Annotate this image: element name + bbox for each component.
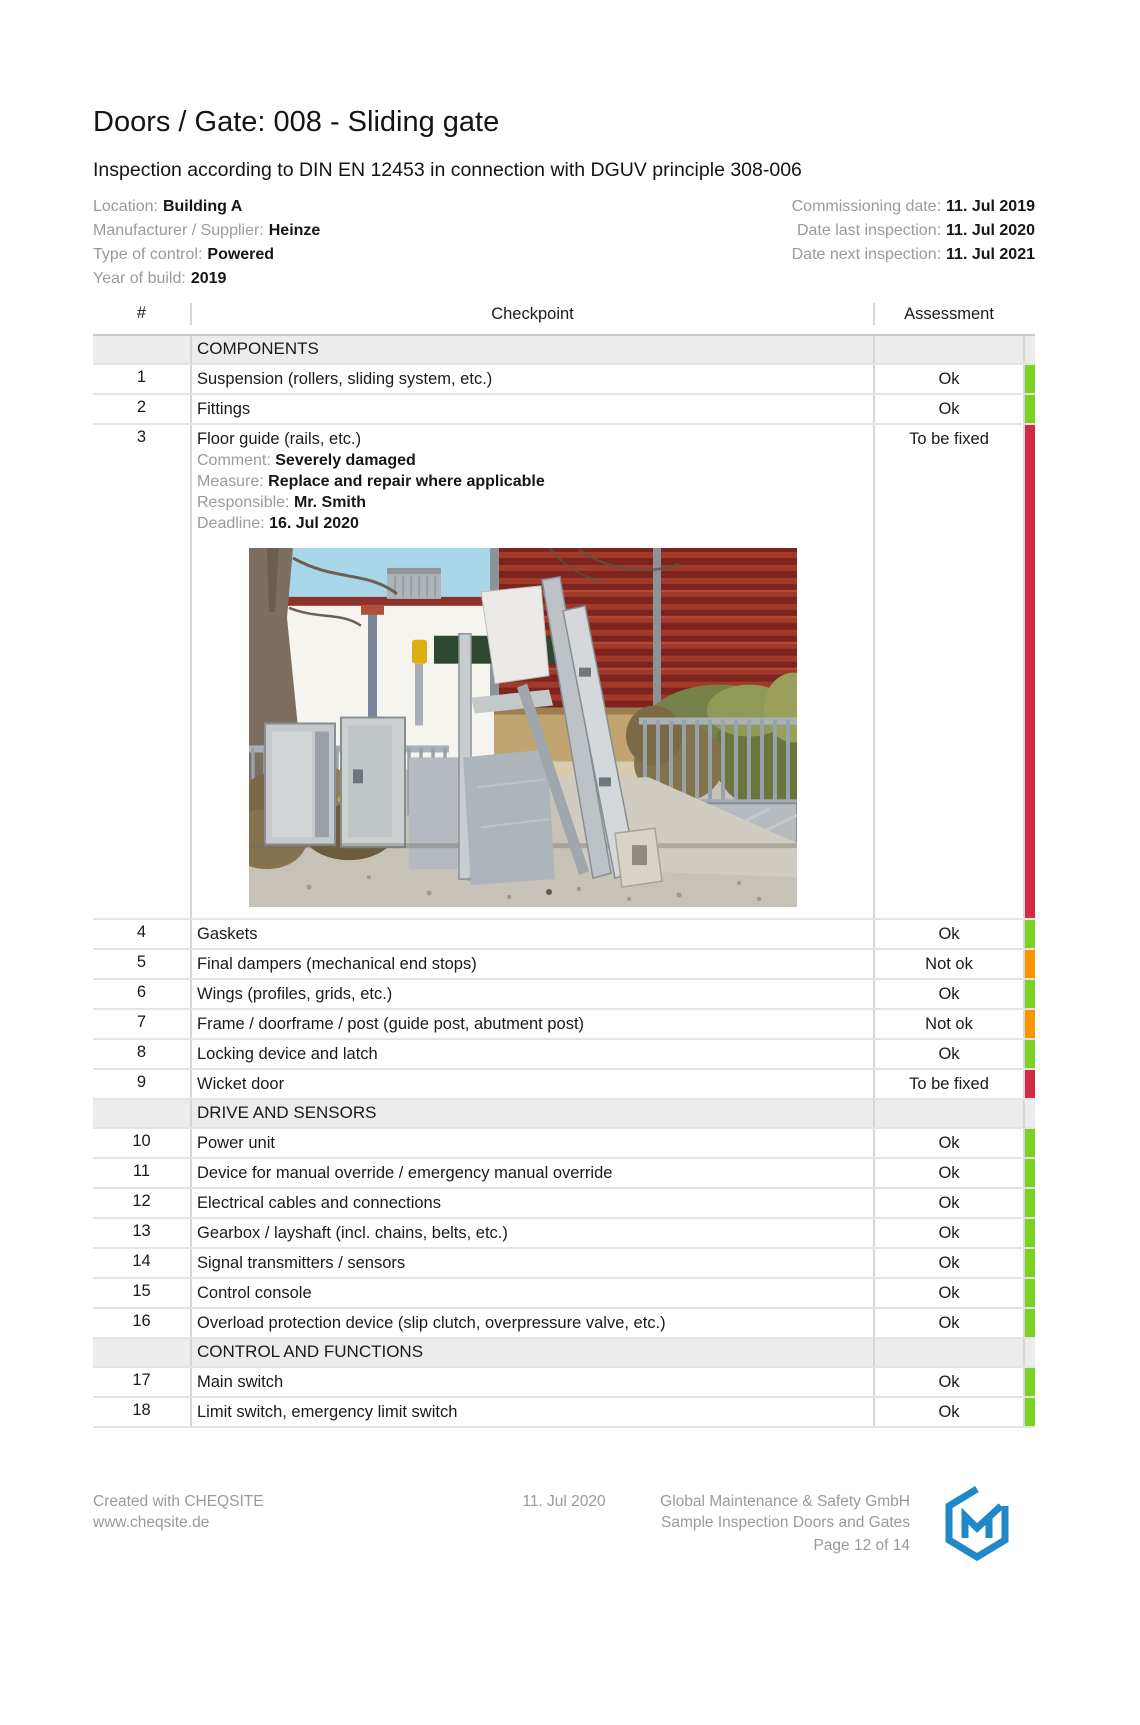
table-row (93, 395, 1035, 425)
meta-date-last-inspection (792, 219, 1035, 243)
checkpoint-cell (190, 1129, 873, 1157)
meta-location (93, 195, 320, 219)
meta-label: Date last inspection: (796, 221, 942, 239)
table-body (93, 336, 1035, 1428)
row-number: 15 (132, 1281, 151, 1300)
table-row (93, 1040, 1035, 1070)
checkpoint-name: Power unit (197, 1133, 275, 1152)
meta-year-of-build (93, 267, 320, 291)
table-row (93, 1070, 1035, 1100)
table-row (93, 1129, 1035, 1159)
table-row (93, 1309, 1035, 1339)
detail-line (197, 513, 865, 534)
row-number: 6 (136, 982, 147, 1001)
detail-label: Comment: (197, 451, 271, 469)
meta-value: Building A (162, 197, 243, 215)
detail-line (197, 471, 865, 492)
row-number: 9 (136, 1072, 147, 1091)
status-strip (1023, 1398, 1035, 1426)
checkpoint-name: Gaskets (197, 924, 258, 943)
status-strip (1023, 425, 1035, 918)
footer-url: www.cheqsite.de (93, 1513, 210, 1531)
detail-label: Responsible: (197, 493, 290, 511)
row-number: 17 (132, 1370, 151, 1389)
checkpoint-name: Gearbox / layshaft (incl. chains, belts, etc.) (197, 1223, 508, 1242)
detail-value: Mr. Smith (293, 493, 366, 511)
checkpoint-cell (190, 1368, 873, 1396)
section-number-cell (93, 1339, 190, 1366)
meta-value: 11. Jul 2019 (946, 197, 1035, 215)
meta-value: 11. Jul 2020 (946, 221, 1035, 239)
column-header-checkpoint: Checkpoint (190, 303, 873, 325)
section-number-cell (93, 336, 190, 363)
row-number: 18 (132, 1400, 151, 1419)
checkpoint-name: Main switch (197, 1372, 284, 1391)
table-row (93, 1010, 1035, 1040)
assessment-value: Ok (873, 1159, 1023, 1187)
checkpoint-cell (190, 1249, 873, 1277)
detail-label: Deadline: (197, 514, 265, 532)
row-number: 12 (132, 1191, 151, 1210)
assessment-value: Ok (873, 980, 1023, 1008)
status-strip (1023, 1010, 1035, 1038)
section-row (93, 336, 1035, 365)
checkpoint-cell (190, 1309, 873, 1337)
table-header (93, 294, 1035, 336)
footer (93, 1484, 1035, 1584)
checkpoint-name: Signal transmitters / sensors (197, 1253, 406, 1272)
meta-block (93, 195, 1035, 291)
status-strip (1023, 1309, 1035, 1337)
section-number-cell (93, 1100, 190, 1127)
status-strip (1023, 336, 1035, 363)
assessment-value: To be fixed (873, 425, 1023, 918)
checkpoint-cell (190, 395, 873, 423)
section-row (93, 1339, 1035, 1368)
checkpoint-cell (190, 365, 873, 393)
detail-value: Replace and repair where applicable (268, 472, 545, 490)
table-row (93, 1398, 1035, 1428)
row-number: 13 (132, 1221, 151, 1240)
cheqsite-logo (943, 1485, 1011, 1561)
status-strip (1023, 1100, 1035, 1127)
assessment-value: Ok (873, 395, 1023, 423)
row-number: 7 (136, 1012, 147, 1031)
checkpoint-cell (190, 1040, 873, 1068)
footer-company: Global Maintenance & Safety GmbH (660, 1492, 910, 1510)
meta-value: Heinze (268, 221, 321, 239)
status-strip (1023, 1189, 1035, 1217)
checkpoint-photo-wrap (249, 548, 797, 907)
status-strip (1023, 1279, 1035, 1307)
checkpoint-cell (190, 1279, 873, 1307)
checkpoint-name: Device for manual override / emergency manual override (197, 1163, 613, 1182)
checkpoint-cell (190, 920, 873, 948)
footer-company-block (660, 1491, 910, 1533)
table-row (93, 980, 1035, 1010)
row-number: 1 (136, 367, 147, 386)
status-strip (1023, 920, 1035, 948)
detail-line (197, 450, 865, 471)
column-header-assessment: Assessment (873, 303, 1023, 325)
table-row (93, 365, 1035, 395)
meta-commissioning-date (792, 195, 1035, 219)
meta-label: Commissioning date: (791, 197, 942, 215)
status-strip (1023, 1368, 1035, 1396)
table-row (93, 1249, 1035, 1279)
inspection-table (93, 294, 1035, 1428)
status-strip (1023, 950, 1035, 978)
row-number: 10 (132, 1131, 151, 1150)
checkpoint-name: Wings (profiles, grids, etc.) (197, 984, 393, 1003)
table-row (93, 950, 1035, 980)
row-number: 11 (132, 1161, 151, 1180)
checkpoint-cell (190, 950, 873, 978)
assessment-value: Ok (873, 1219, 1023, 1247)
row-number: 8 (136, 1042, 147, 1061)
assessment-value: Ok (873, 1129, 1023, 1157)
assessment-value: Not ok (873, 1010, 1023, 1038)
row-number: 16 (132, 1311, 151, 1330)
meta-label: Year of build: (93, 269, 186, 287)
status-strip (1023, 1249, 1035, 1277)
meta-left (93, 195, 320, 291)
checkpoint-cell (190, 1219, 873, 1247)
section-label: COMPONENTS (190, 336, 873, 363)
detail-value: 16. Jul 2020 (269, 514, 359, 532)
meta-value: 2019 (190, 269, 227, 287)
assessment-value: Ok (873, 1309, 1023, 1337)
table-row (93, 1219, 1035, 1249)
assessment-value: Ok (873, 1040, 1023, 1068)
detail-label: Measure: (197, 472, 264, 490)
checkpoint-name: Overload protection device (slip clutch, overpressure valve, etc.) (197, 1313, 666, 1332)
meta-manufacturer (93, 219, 320, 243)
page-subtitle: Inspection according to DIN EN 12453 in connection with DGUV principle 308-006 (93, 158, 802, 181)
checkpoint-cell (190, 1398, 873, 1426)
section-label: CONTROL AND FUNCTIONS (190, 1339, 873, 1366)
report-page (0, 107, 1140, 1584)
checkpoint-cell (190, 1189, 873, 1217)
table-row (93, 425, 1035, 920)
assessment-value: Not ok (873, 950, 1023, 978)
checkpoint-cell (190, 1010, 873, 1038)
page-title: Doors / Gate: 008 - Sliding gate (93, 106, 500, 138)
assessment-value: Ok (873, 1249, 1023, 1277)
checkpoint-name: Final dampers (mechanical end stops) (197, 954, 477, 973)
checkpoint-name: Limit switch, emergency limit switch (197, 1402, 458, 1421)
page-number: Page 12 of 14 (813, 1536, 910, 1554)
checkpoint-cell (190, 425, 873, 918)
meta-date-next-inspection (792, 243, 1035, 267)
table-row (93, 1279, 1035, 1309)
checkpoint-name: Floor guide (rails, etc.) (197, 429, 362, 448)
table-row (93, 1368, 1035, 1398)
assessment-value: Ok (873, 1279, 1023, 1307)
section-label: DRIVE AND SENSORS (190, 1100, 873, 1127)
meta-value: 11. Jul 2021 (946, 245, 1035, 263)
row-number: 4 (136, 922, 147, 941)
checkpoint-name: Wicket door (197, 1074, 285, 1093)
assessment-value: Ok (873, 1368, 1023, 1396)
table-row (93, 1189, 1035, 1219)
status-strip (1023, 1339, 1035, 1366)
status-strip (1023, 395, 1035, 423)
checkpoint-cell (190, 1159, 873, 1187)
checkpoint-cell (190, 980, 873, 1008)
assessment-value: Ok (873, 1398, 1023, 1426)
checkpoint-name: Suspension (rollers, sliding system, etc.) (197, 369, 493, 388)
meta-label: Location: (93, 197, 158, 215)
section-row (93, 1100, 1035, 1129)
checkpoint-name: Control console (197, 1283, 312, 1302)
detail-value: Severely damaged (275, 451, 416, 469)
meta-label: Date next inspection: (791, 245, 942, 263)
footer-created: Created with CHEQSITE (93, 1492, 264, 1510)
detail-line (197, 492, 865, 513)
damaged-gate-photo (249, 548, 797, 907)
status-strip (1023, 1070, 1035, 1098)
table-row (93, 1159, 1035, 1189)
meta-right (792, 195, 1035, 291)
meta-label: Manufacturer / Supplier: (93, 221, 264, 239)
status-strip (1023, 980, 1035, 1008)
checkpoint-name: Frame / doorframe / post (guide post, abutment post) (197, 1014, 585, 1033)
section-assessment-cell (873, 336, 1023, 363)
checkpoint-cell (190, 1070, 873, 1098)
column-header-number: # (136, 304, 147, 323)
checkpoint-name: Fittings (197, 399, 251, 418)
footer-date: 11. Jul 2020 (522, 1492, 606, 1510)
status-strip (1023, 1159, 1035, 1187)
assessment-value: To be fixed (873, 1070, 1023, 1098)
table-row (93, 920, 1035, 950)
section-assessment-cell (873, 1100, 1023, 1127)
row-number: 14 (132, 1251, 151, 1270)
assessment-value: Ok (873, 920, 1023, 948)
status-strip (1023, 1129, 1035, 1157)
meta-label: Type of control: (93, 245, 203, 263)
checkpoint-name: Electrical cables and connections (197, 1193, 441, 1212)
status-strip (1023, 1219, 1035, 1247)
status-strip (1023, 1040, 1035, 1068)
assessment-value: Ok (873, 365, 1023, 393)
footer-doc-title: Sample Inspection Doors and Gates (661, 1513, 910, 1531)
section-assessment-cell (873, 1339, 1023, 1366)
row-number: 5 (136, 952, 147, 971)
meta-value: Powered (207, 245, 275, 263)
row-number: 2 (136, 397, 147, 416)
meta-type-of-control (93, 243, 320, 267)
row-number: 3 (136, 427, 147, 446)
status-strip (1023, 365, 1035, 393)
checkpoint-name: Locking device and latch (197, 1044, 378, 1063)
assessment-value: Ok (873, 1189, 1023, 1217)
